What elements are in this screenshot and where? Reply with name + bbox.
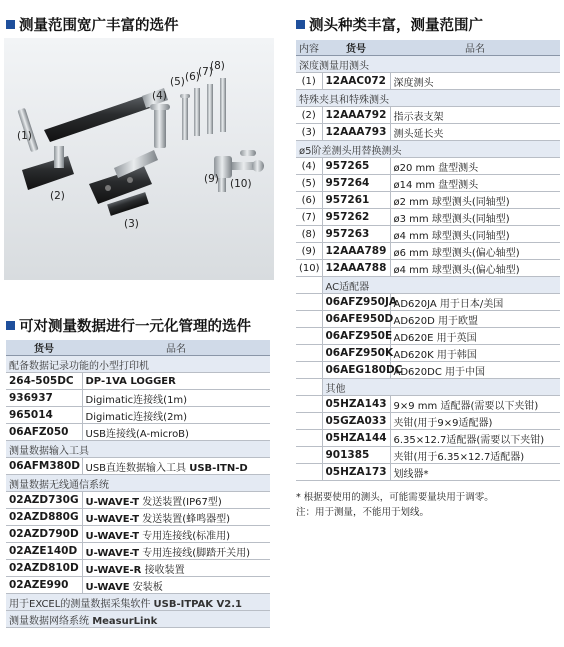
table-row [296, 413, 560, 430]
table-row [296, 73, 560, 90]
photo-label-3: (3) [124, 218, 139, 230]
part-number: 936937 [6, 390, 82, 407]
product-name: AD620E 用于英国 [390, 328, 560, 345]
group-label: 其他 [322, 379, 560, 396]
table-row [296, 243, 560, 260]
square-bullet-icon [296, 20, 305, 29]
group-row [6, 611, 270, 628]
data-options-table [6, 340, 270, 628]
product-name: ø20 mm 盘型测头 [390, 158, 560, 175]
table-row [296, 260, 560, 277]
part-number: 06AFZ050 [6, 424, 82, 441]
part-number: 02AZE990 [6, 577, 82, 594]
header-content: 内容 [296, 40, 322, 56]
group-row [296, 90, 560, 107]
part-number: 957263 [322, 226, 390, 243]
table-row [296, 396, 560, 413]
group-row [6, 356, 270, 373]
item-number: (6) [296, 192, 322, 209]
group-label: AC适配器 [322, 277, 560, 294]
product-name: Digimatic连接线(2m) [82, 407, 270, 424]
product-name: 夹钳(用于6.35×12.7适配器) [390, 447, 560, 464]
product-name: U-WAVE 安装板 [82, 577, 270, 594]
footnotes [296, 490, 494, 520]
group-label: 用于EXCEL的测量数据采集软件 USB-ITPAK V2.1 [6, 594, 270, 611]
item-number [296, 430, 322, 447]
item-number: (1) [296, 73, 322, 90]
item-number [296, 447, 322, 464]
product-name: USB直连数据输入工具 USB-ITN-D [82, 458, 270, 475]
extension-clamp-shape [89, 150, 158, 216]
item-number: (5) [296, 175, 322, 192]
item-number [296, 413, 322, 430]
table-row [6, 492, 270, 509]
group-row [296, 379, 560, 396]
group-row [296, 141, 560, 158]
indicator-holder-shape [22, 146, 74, 190]
product-name: 指示表支架 [390, 107, 560, 124]
product-name: AD620D 用于欧盟 [390, 311, 560, 328]
table-row [296, 430, 560, 447]
part-number: 05HZA143 [322, 396, 390, 413]
product-name: U-WAVE-T 发送装置(IP67型) [82, 492, 270, 509]
group-label: 深度测量用测头 [296, 56, 560, 73]
part-number: 12AAA792 [322, 107, 390, 124]
square-bullet-icon [6, 321, 15, 330]
part-number: 05HZA144 [322, 430, 390, 447]
product-name: 9×9 mm 适配器(需要以下夹钳) [390, 396, 560, 413]
part-number: 06AFZ950K [322, 345, 390, 362]
item-number [296, 362, 322, 379]
part-number: 06AFM380D [6, 458, 82, 475]
depth-probe-shape [17, 88, 168, 152]
part-number: 06AFZ950E [322, 328, 390, 345]
photo-label-2: (2) [50, 190, 65, 202]
table-row [6, 458, 270, 475]
table-row [296, 209, 560, 226]
part-number: 957262 [322, 209, 390, 226]
part-number: 06AFZ950JA [322, 294, 390, 311]
table-row [6, 424, 270, 441]
table-row [6, 577, 270, 594]
photo-label-8: (8) [210, 60, 225, 72]
table-row [296, 328, 560, 345]
table-row [296, 107, 560, 124]
photo-label-7: (7) [198, 66, 213, 78]
group-label: 特殊夹具和特殊测头 [296, 90, 560, 107]
header-product-name: 品名 [390, 40, 560, 56]
product-name: 夹钳(用于9×9适配器) [390, 413, 560, 430]
item-number [296, 464, 322, 481]
header-part-no: 货号 [6, 340, 82, 356]
footnote-usage: 注：用于测量，不能用于划线。 [296, 507, 430, 518]
part-number: 02AZD730G [6, 492, 82, 509]
table-row [296, 447, 560, 464]
item-number: (9) [296, 243, 322, 260]
product-name: DP-1VA LOGGER [82, 373, 270, 390]
part-number: 02AZD810D [6, 560, 82, 577]
table-row [6, 509, 270, 526]
group-row [296, 56, 560, 73]
part-number: 957261 [322, 192, 390, 209]
part-number: 12AAA789 [322, 243, 390, 260]
product-name: 深度测头 [390, 73, 560, 90]
section-title-options: 测量范围宽广丰富的选件 [6, 14, 179, 35]
table-row [6, 526, 270, 543]
table-row [6, 543, 270, 560]
item-number [296, 294, 322, 311]
table-row [6, 560, 270, 577]
part-number: 264-505DC [6, 373, 82, 390]
probes-table [296, 40, 560, 481]
product-name: 6.35×12.7适配器(需要以下夹钳) [390, 430, 560, 447]
table-row [6, 373, 270, 390]
header-part-no: 货号 [322, 40, 390, 56]
product-name: U-WAVE-T 专用连接线(脚踏开关用) [82, 543, 270, 560]
part-number: 901385 [322, 447, 390, 464]
table-row [296, 124, 560, 141]
item-number: (10) [296, 260, 322, 277]
empty-cell [296, 379, 322, 396]
part-number: 02AZD790D [6, 526, 82, 543]
section-title-data-management: 可对测量数据进行一元化管理的选件 [6, 315, 251, 336]
table-row [296, 311, 560, 328]
table-row [6, 407, 270, 424]
product-name: AD620DC 用于中国 [390, 362, 560, 379]
group-label: 配备数据记录功能的小型打印机 [6, 356, 270, 373]
table-row [296, 226, 560, 243]
photo-label-4: (4) [152, 90, 167, 102]
item-number: (4) [296, 158, 322, 175]
section-title-probes: 测头种类丰富，测量范围广 [296, 14, 483, 35]
product-name: 测头延长夹 [390, 124, 560, 141]
product-photo [4, 38, 274, 280]
product-name: ø4 mm 球型测头(偏心轴型) [390, 260, 560, 277]
product-name: Digimatic连接线(1m) [82, 390, 270, 407]
probe-tips-shape [150, 78, 226, 148]
item-number: (7) [296, 209, 322, 226]
table-row [296, 192, 560, 209]
group-label: ø5阶差测头用替换测头 [296, 141, 560, 158]
photo-label-6: (6) [185, 71, 200, 83]
part-number: 02AZD880G [6, 509, 82, 526]
group-label: 测量数据无线通信系统 [6, 475, 270, 492]
table-row [6, 390, 270, 407]
product-name: ø2 mm 球型测头(同轴型) [390, 192, 560, 209]
part-number: 05HZA173 [322, 464, 390, 481]
product-name: U-WAVE-R 接收装置 [82, 560, 270, 577]
table-row [296, 294, 560, 311]
part-number: 965014 [6, 407, 82, 424]
item-number: (2) [296, 107, 322, 124]
item-number [296, 396, 322, 413]
product-name: ø14 mm 盘型测头 [390, 175, 560, 192]
header-product-name: 品名 [82, 340, 270, 356]
product-name: ø4 mm 球型测头(同轴型) [390, 226, 560, 243]
product-name: AD620JA 用于日本/美国 [390, 294, 560, 311]
item-number: (8) [296, 226, 322, 243]
group-label: 测量数据网络系统 MeasurLink [6, 611, 270, 628]
part-number: 06AEG180DC [322, 362, 390, 379]
item-number [296, 345, 322, 362]
part-number: 12AAA788 [322, 260, 390, 277]
accessories-illustration [4, 38, 274, 280]
table-row [296, 175, 560, 192]
product-name: AD620K 用于韩国 [390, 345, 560, 362]
group-row [6, 475, 270, 492]
table-row [296, 158, 560, 175]
photo-label-1: (1) [17, 130, 32, 142]
part-number: 05GZA033 [322, 413, 390, 430]
part-number: 02AZE140D [6, 543, 82, 560]
photo-label-9: (9) [204, 173, 219, 185]
photo-label-5: (5) [170, 76, 185, 88]
table-row [296, 464, 560, 481]
part-number: 957265 [322, 158, 390, 175]
group-row [296, 277, 560, 294]
part-number: 957264 [322, 175, 390, 192]
group-row [6, 594, 270, 611]
table-row [296, 362, 560, 379]
item-number: (3) [296, 124, 322, 141]
product-name: U-WAVE-T 专用连接线(标准用) [82, 526, 270, 543]
part-number: 12AAA793 [322, 124, 390, 141]
footnote-zero: * 根据要使用的测头，可能需要量块用于调零。 [296, 492, 494, 503]
part-number: 12AAC072 [322, 73, 390, 90]
empty-cell [296, 277, 322, 294]
square-bullet-icon [6, 20, 15, 29]
group-row [6, 441, 270, 458]
item-number [296, 328, 322, 345]
product-name: ø3 mm 球型测头(同轴型) [390, 209, 560, 226]
item-number [296, 311, 322, 328]
product-name: USB连接线(A-microB) [82, 424, 270, 441]
part-number: 06AFE950D [322, 311, 390, 328]
product-name: U-WAVE-T 发送装置(蜂鸣器型) [82, 509, 270, 526]
product-name: ø6 mm 球型测头(偏心轴型) [390, 243, 560, 260]
photo-label-10: (10) [230, 178, 252, 190]
product-name: 划线器* [390, 464, 560, 481]
group-label: 测量数据输入工具 [6, 441, 270, 458]
table-row [296, 345, 560, 362]
